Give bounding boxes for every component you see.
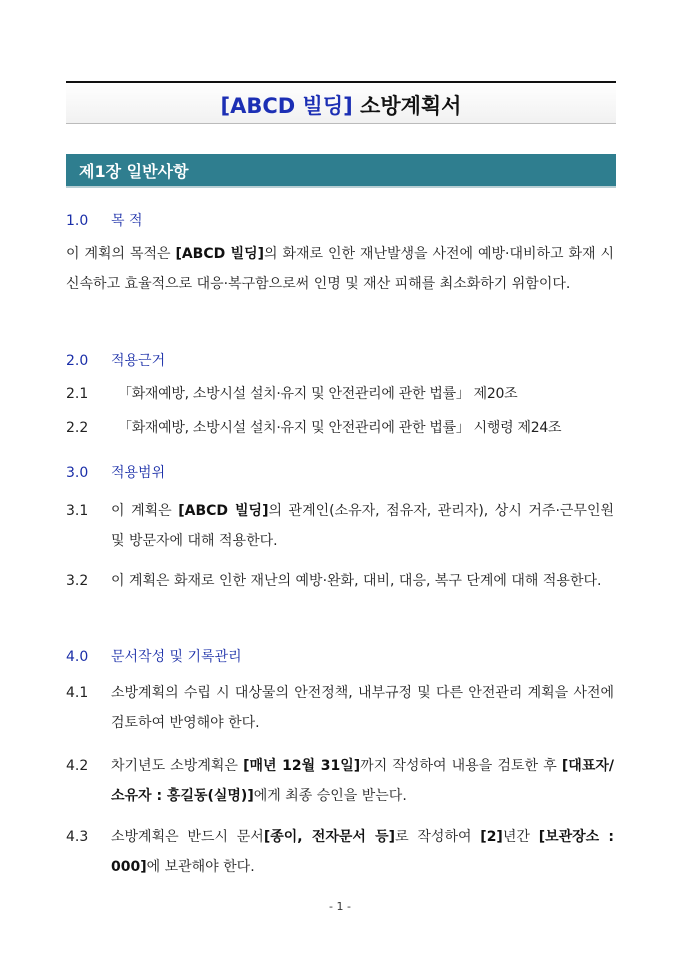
section-heading-purpose [66, 210, 143, 230]
item-text: 이 계획은 화재로 인한 재난의 예방·완화, 대비, 대응, 복구 단계에 대해 적용한다. [111, 573, 602, 589]
storage-bold: [보관장소 : 000] [111, 829, 615, 875]
text: 소방계획은 반드시 문서 [111, 829, 264, 845]
period-bold: [2] [480, 829, 503, 845]
text: 에 보관해야 한다. [146, 859, 255, 875]
item-number: 3.2 [66, 573, 89, 589]
scope-item-3-1 [66, 496, 614, 556]
text: 차기년도 소방계획은 [111, 758, 244, 774]
text: 의 관계인(소유자, 점유자, 관리자), 상시 거주·근무인원 및 방문자에 대해 적용한다. [111, 503, 615, 549]
building-name-bold: [ABCD 빌딩] [178, 503, 269, 519]
section-label: 목 적 [111, 213, 143, 229]
format-bold: [종이, 전자문서 등] [263, 829, 396, 845]
basis-item-2-1 [66, 379, 614, 409]
text: 로 작성하여 [395, 829, 481, 845]
item-text [111, 751, 614, 811]
document-title [221, 90, 462, 120]
records-item-4-3 [66, 822, 614, 882]
text: 이 계획은 [111, 503, 179, 519]
title-text: 소방계획서 [352, 94, 462, 118]
item-text [111, 822, 614, 882]
section-label: 문서작성 및 기록관리 [111, 649, 242, 665]
item-number: 4.2 [66, 758, 89, 774]
section-number: 2.0 [66, 353, 89, 369]
section-number: 4.0 [66, 649, 89, 665]
text: 년간 [502, 829, 539, 845]
building-name-bold: [ABCD 빌딩] [175, 246, 265, 262]
deadline-bold: [매년 12월 31일] [243, 758, 361, 774]
scope-item-3-2 [66, 566, 614, 596]
records-item-4-2 [66, 751, 614, 811]
building-name: [ABCD 빌딩] [220, 94, 353, 118]
text: 까지 작성하여 내용을 검토한 후 [360, 758, 562, 774]
records-item-4-1 [66, 678, 614, 738]
purpose-paragraph [66, 239, 614, 299]
section-heading-scope [66, 462, 165, 482]
text: 에게 최종 승인을 받는다. [253, 788, 407, 804]
item-number: 4.3 [66, 829, 89, 845]
section-number: 3.0 [66, 465, 89, 481]
section-label: 적용범위 [111, 465, 166, 481]
text: 이 계획의 목적은 [66, 246, 176, 262]
item-text: 「화재예방, 소방시설 설치·유지 및 안전관리에 관한 법률」 시행령 제24조 [118, 420, 562, 436]
item-number: 3.1 [66, 503, 89, 519]
page-number: - 1 - [329, 900, 351, 913]
chapter-header [66, 154, 616, 188]
item-number: 2.1 [66, 386, 89, 402]
item-text: 「화재예방, 소방시설 설치·유지 및 안전관리에 관한 법률」 제20조 [118, 386, 518, 402]
approver-bold: [대표자/소유자 : 홍길동(실명)] [111, 758, 614, 804]
section-heading-records [66, 646, 242, 666]
section-label: 적용근거 [111, 353, 166, 369]
document-title-box [66, 81, 616, 124]
basis-item-2-2 [66, 413, 614, 443]
item-number: 4.1 [66, 685, 89, 701]
section-heading-basis [66, 350, 165, 370]
chapter-title: 제1장 일반사항 [79, 162, 189, 181]
text: 의 화재로 인한 재난발생을 사전에 예방·대비하고 화재 시 신속하고 효율적으로 대응·복구함으로써 인명 및 재산 피해를 최소화하기 위함이다. [66, 246, 614, 292]
item-text [111, 496, 614, 556]
item-number: 2.2 [66, 420, 89, 436]
item-text: 소방계획의 수립 시 대상물의 안전정책, 내부규정 및 다른 안전관리 계획을 사전에 검토하여 반영해야 한다. [111, 685, 614, 731]
section-number: 1.0 [66, 213, 89, 229]
